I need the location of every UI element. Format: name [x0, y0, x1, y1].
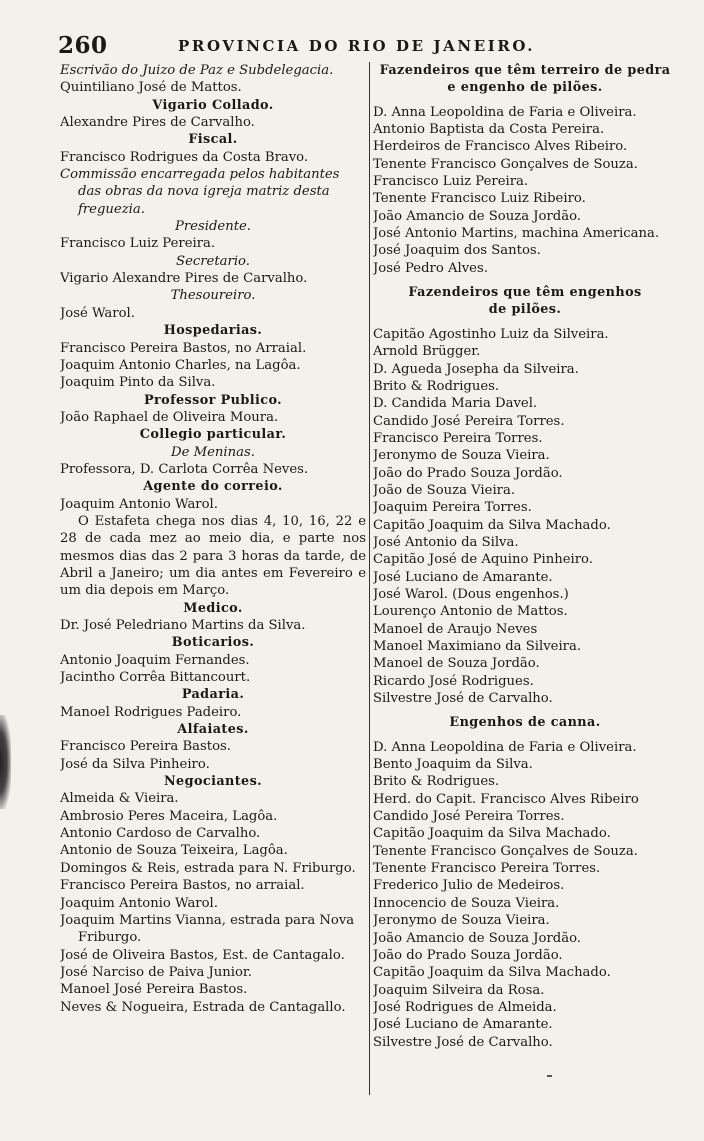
running-title: PROVINCIA DO RIO DE JANEIRO. — [178, 37, 536, 55]
list-item: João Amancio de Souza Jordão. — [373, 930, 581, 946]
list-item: Jeronymo de Souza Vieira. — [373, 913, 550, 929]
column-divider — [369, 62, 370, 1095]
list-item: Tenente Francisco Gonçalves de Souza. — [373, 843, 638, 859]
list-item: Capitão Joaquim da Silva Machado. — [373, 965, 611, 981]
padaria-name: Manoel Rodrigues Padeiro. — [60, 704, 242, 720]
agente-name: Joaquim Antonio Warol. — [60, 496, 218, 512]
negociantes-heading: Negociantes. — [163, 774, 263, 790]
list-item: Bento Joaquim da Silva. — [373, 757, 533, 773]
list-item: José Pedro Alves. — [373, 260, 488, 276]
list-item: José Joaquim dos Santos. — [373, 243, 541, 259]
medico-name: Dr. José Peledriano Martins da Silva. — [60, 618, 306, 633]
alfaiates-heading: Alfaiates. — [177, 722, 249, 738]
vigario-name: Alexandre Pires de Carvalho. — [60, 115, 255, 131]
list-item: Antonio Cardoso de Carvalho. — [60, 826, 261, 842]
list-item: Francisco Pereira Bastos, no arraial. — [60, 878, 305, 894]
list-item: Francisco Pereira Bastos, no Arraial. — [60, 340, 307, 356]
list-item: João do Prado Souza Jordão. — [373, 947, 563, 963]
list-item: Antonio Baptista da Costa Pereira. — [373, 122, 605, 138]
page-binding-shadow — [0, 715, 11, 809]
list-item: José Warol. (Dous engenhos.) — [373, 586, 569, 602]
list-item: D. Anna Leopoldina de Faria e Oliveira. — [373, 739, 637, 755]
list-item: Manoel de Souza Jordão. — [373, 656, 540, 672]
right-column — [373, 62, 677, 1051]
list-item: Francisco Luiz Pereira. — [373, 174, 529, 190]
list-item: Lourenço Antonio de Mattos. — [373, 604, 568, 620]
list-item: Tenente Francisco Pereira Torres. — [373, 861, 601, 877]
list-item: Neves & Nogueira, Estrada de Cantagallo. — [60, 999, 346, 1015]
left-column — [60, 62, 366, 1016]
list-item: Candido José Pereira Torres. — [373, 809, 565, 825]
list-item: Joaquim Antonio Warol. — [60, 895, 218, 911]
commissao-line: freguezia. — [78, 201, 145, 217]
list-item: Silvestre José de Carvalho. — [373, 1034, 553, 1050]
list-item: José Rodrigues de Almeida. — [373, 999, 557, 1015]
list-item: D. Agueda Josepha da Silveira. — [373, 361, 579, 377]
list-item: Ricardo José Rodrigues. — [373, 673, 534, 689]
professora-name: Professora, D. Carlota Corrêa Neves. — [60, 461, 309, 477]
list-item: Friburgo. — [78, 930, 142, 946]
list-item: Herd. do Capit. Francisco Alves Ribeiro — [373, 791, 639, 807]
list-item: João Amancio de Souza Jordão. — [373, 208, 581, 224]
medico-heading: Medico. — [183, 600, 243, 616]
list-item: José Luciano de Amarante. — [373, 569, 553, 585]
list-item: Candido José Pereira Torres. — [373, 413, 565, 429]
professor-name: João Raphael de Oliveira Moura. — [60, 409, 279, 425]
list-item: Joaquim Pinto da Silva. — [60, 375, 216, 391]
list-item: Manoel José Pereira Bastos. — [60, 982, 248, 998]
fiscal-heading: Fiscal. — [188, 132, 238, 148]
presidente-name: Francisco Luiz Pereira. — [60, 236, 216, 252]
secretario-label: Secretario. — [176, 253, 250, 269]
list-item: Arnold Brügger. — [373, 344, 481, 360]
hospedarias-heading: Hospedarias. — [163, 323, 263, 339]
list-item: José de Oliveira Bastos, Est. de Cantagalo. — [60, 947, 345, 963]
list-item: Joaquim Martins Vianna, estrada para Nova — [60, 912, 355, 928]
professor-heading: Professor Publico. — [143, 392, 283, 408]
list-item: Innocencio de Souza Vieira. — [373, 895, 560, 911]
secretario-name: Vigario Alexandre Pires de Carvalho. — [60, 271, 308, 287]
escrivao-name: Quintiliano José de Mattos. — [60, 80, 242, 96]
list-item: Joaquim Antonio Charles, na Lagôa. — [60, 357, 301, 373]
list-item: Herdeiros de Francisco Alves Ribeiro. — [373, 139, 628, 155]
list-item: Ambrosio Peres Maceira, Lagôa. — [60, 808, 278, 824]
agente-heading: Agente do correio. — [143, 479, 283, 495]
list-item: Joaquim Silveira da Rosa. — [373, 982, 545, 998]
list-item: Capitão Joaquim da Silva Machado. — [373, 517, 611, 533]
thesoureiro-name: José Warol. — [60, 305, 135, 321]
list-item: Jeronymo de Souza Vieira. — [373, 448, 550, 464]
terreiro-heading: Fazendeiros que têm terreiro de pedra — [379, 63, 671, 78]
canna-heading: Engenhos de canna. — [449, 715, 601, 731]
page-number: 260 — [58, 32, 108, 59]
list-item: Antonio de Souza Teixeira, Lagôa. — [60, 843, 288, 859]
list-item: João do Prado Souza Jordão. — [373, 465, 563, 481]
list-item: Antonio Joaquim Fernandes. — [60, 652, 250, 668]
list-item: Capitão Agostinho Luiz da Silveira. — [373, 326, 609, 342]
list-item: Tenente Francisco Luiz Ribeiro. — [373, 191, 586, 207]
page-header — [58, 32, 676, 60]
list-item: Almeida & Vieira. — [60, 791, 179, 807]
list-item: D. Candida Maria Davel. — [373, 396, 538, 412]
pilões-heading: Fazendeiros que têm engenhos — [408, 285, 642, 301]
list-item: D. Anna Leopoldina de Faria e Oliveira. — [373, 104, 637, 120]
escrivao-title: Escrivão do Juizo de Paz e Subdelegacia. — [60, 63, 334, 78]
vigario-heading: Vigario Collado. — [152, 97, 274, 113]
presidente-label: Presidente. — [174, 219, 251, 235]
list-item: Joaquim Pereira Torres. — [373, 500, 532, 516]
collegio-heading: Collegio particular. — [139, 427, 287, 443]
list-item: Manoel de Araujo Neves — [373, 621, 538, 637]
meninas-label: De Meninas. — [171, 444, 255, 460]
terreiro-heading: e engenho de pilões. — [447, 80, 603, 96]
list-item: José da Silva Pinheiro. — [60, 756, 210, 772]
pilões-heading: de pilões. — [488, 302, 562, 318]
list-item: Brito & Rodrigues. — [373, 774, 500, 790]
list-item: José Luciano de Amarante. — [373, 1017, 553, 1033]
list-item: Frederico Julio de Medeiros. — [373, 878, 565, 894]
list-item: José Antonio Martins, machina Americana. — [373, 226, 660, 242]
list-item: Brito & Rodrigues. — [373, 378, 500, 394]
list-item: José Antonio da Silva. — [373, 534, 519, 550]
list-item: José Narciso de Paiva Junior. — [60, 964, 252, 980]
list-item: Francisco Pereira Torres. — [373, 430, 543, 446]
estafeta-paragraph: O Estafeta chega nos dias 4, 10, 16, 22 e 28 de cada mez ao meio dia, e parte nos mesmos dias das 2 para 3 horas da tarde, de Abril a Janeiro; um dia antes em Fevereiro e um dia depois em Março. — [60, 513, 366, 599]
ink-speck — [547, 1075, 552, 1077]
padaria-heading: Padaria. — [181, 687, 245, 703]
thesoureiro-label: Thesoureiro. — [170, 288, 256, 304]
list-item: Domingos & Reis, estrada para N. Friburgo. — [60, 860, 356, 876]
list-item: Manoel Maximiano da Silveira. — [373, 639, 582, 654]
commissao-line: das obras da nova igreja matriz desta — [78, 184, 330, 200]
fiscal-name: Francisco Rodrigues da Costa Bravo. — [60, 149, 309, 165]
list-item: Capitão Joaquim da Silva Machado. — [373, 826, 611, 842]
list-item: Francisco Pereira Bastos. — [60, 739, 231, 755]
boticarios-heading: Boticarios. — [171, 635, 255, 651]
list-item: Tenente Francisco Gonçalves de Souza. — [373, 156, 638, 172]
commissao-line: Commissão encarregada pelos habitantes — [60, 167, 340, 183]
list-item: João de Souza Vieira. — [373, 482, 516, 498]
list-item: Jacintho Corrêa Bittancourt. — [60, 670, 251, 686]
list-item: Silvestre José de Carvalho. — [373, 691, 553, 707]
list-item: Capitão José de Aquino Pinheiro. — [373, 552, 593, 568]
